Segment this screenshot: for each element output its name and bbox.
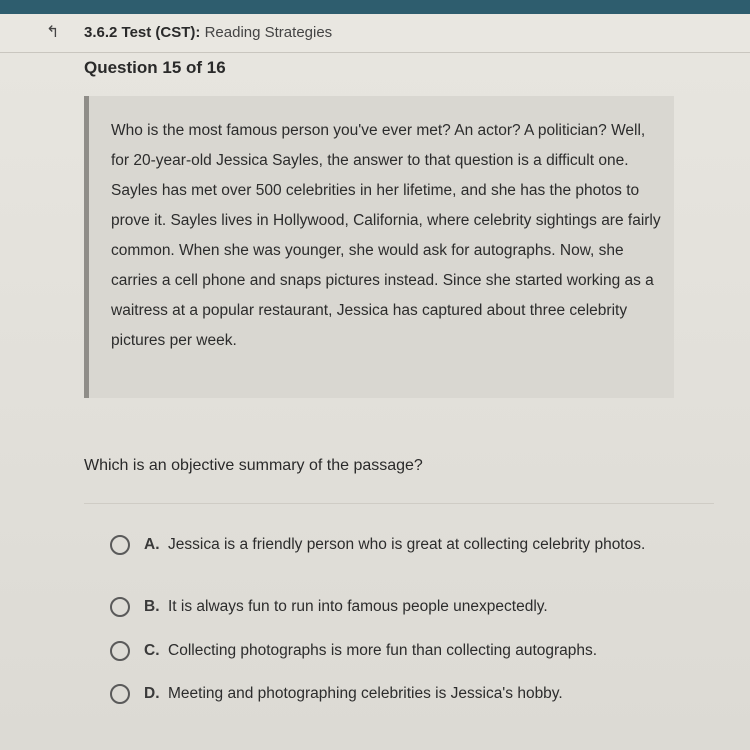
top-bar [0,0,750,14]
option-letter: B. [144,598,160,615]
option-text: It is always fun to run into famous people unexpectedly. [168,598,548,615]
breadcrumb [84,24,332,41]
radio-button-a[interactable] [110,535,130,555]
option-text: Collecting photographs is more fun than collecting autographs. [168,642,598,659]
test-title: Reading Strategies [204,24,333,41]
option-text: Jessica is a friendly person who is great at collecting celebrity photos. [168,536,646,553]
question-prompt: Which is an objective summary of the passage? [84,457,423,474]
passage-box [84,96,674,398]
radio-button-c[interactable] [110,641,130,661]
course-code: 3.6.2 Test (CST): [84,24,201,41]
question-counter: Question 15 of 16 [84,58,226,77]
passage-text: Who is the most famous person you've ever met? An actor? A politician? Well, for 20-year-old Jessica Sayles, the answer to that question is a difficult one. Sayles has met over 500 celebrities in her lifetime, and she has the photos to prove it. Sayles lives in Hollywood, California, where celebrity sightings are fairly common. When she was younger, she would ask for autographs. Now, she carries a cell phone and snaps pictures instead. Since she started working as a waitress at a popular restaurant, Jessica has captured about three celebrity pictures per week. [111,122,661,349]
radio-button-d[interactable] [110,684,130,704]
option-letter: D. [144,685,160,702]
option-letter: C. [144,642,160,659]
back-arrow-icon[interactable]: ↰ [46,24,60,41]
divider [84,503,714,504]
option-text: Meeting and photographing celebrities is Jessica's hobby. [168,685,563,702]
option-letter: A. [144,536,160,553]
radio-button-b[interactable] [110,597,130,617]
header [0,14,750,53]
